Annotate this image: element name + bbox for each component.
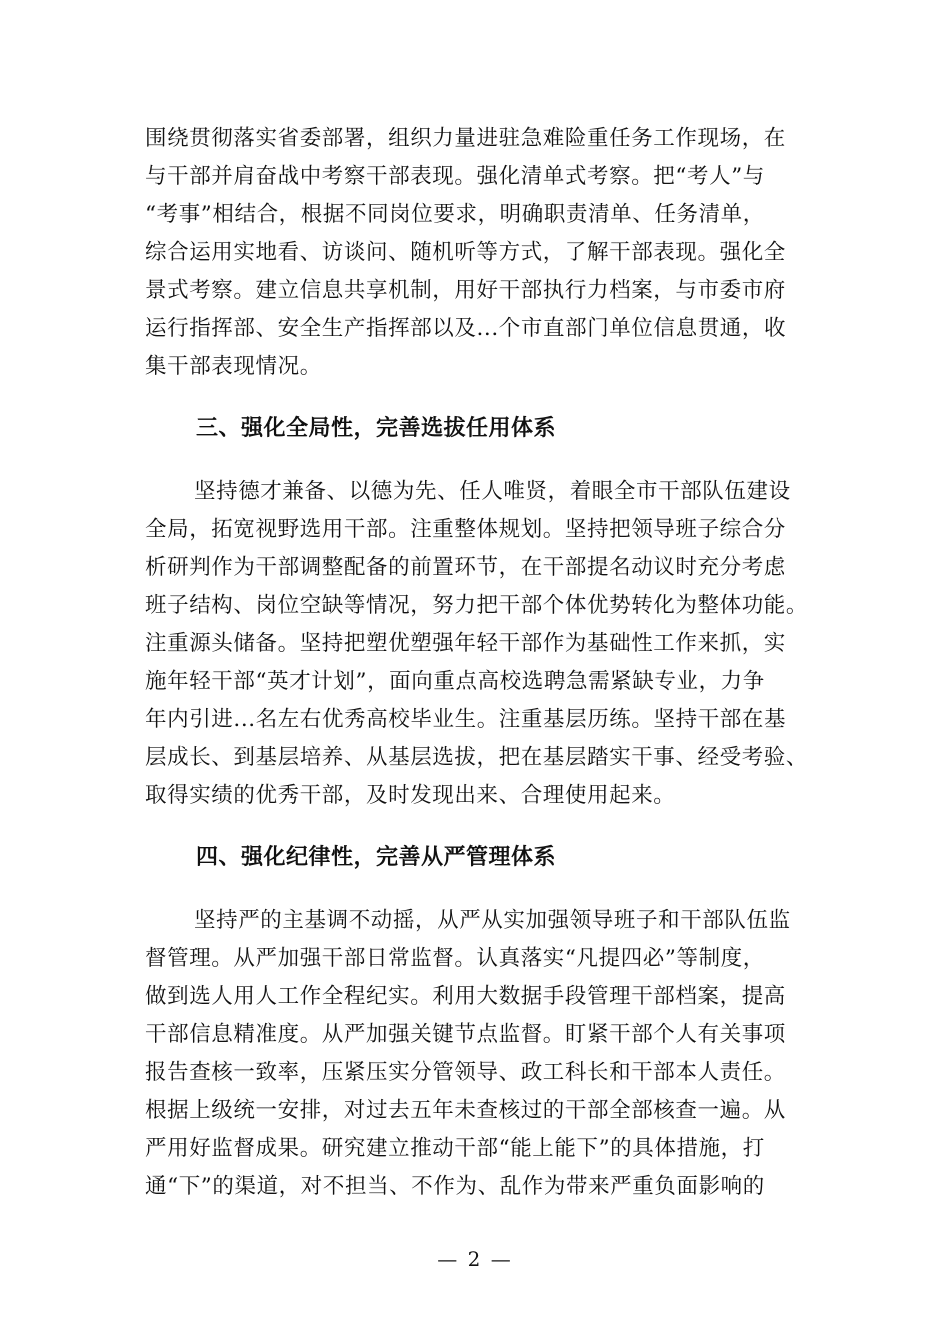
paragraph-line: 围绕贯彻落实省委部署，组织力量进驻急难险重任务工作现场，在: [145, 126, 786, 151]
paragraph-line: 景式考察。建立信息共享机制，用好干部执行力档案，与市委市府: [145, 278, 786, 303]
paragraph-line: 综合运用实地看、访谈问、随机听等方式，了解干部表现。强化全: [145, 240, 786, 265]
paragraph-line: 报告查核一致率，压紧压实分管领导、政工科长和干部本人责任。: [145, 1060, 786, 1085]
paragraph-line: 年内引进...名左右优秀高校毕业生。注重基层历练。坚持干部在基: [145, 707, 787, 732]
paragraph-line: 注重源头储备。坚持把塑优塑强年轻干部作为基础性工作来抓，实: [145, 631, 786, 656]
paragraph-line: “考事”相结合，根据不同岗位要求，明确职责清单、任务清单，: [145, 202, 765, 227]
paragraph-line: 施年轻干部“英才计划”，面向重点高校选聘急需紧缺专业，力争: [145, 669, 765, 694]
paragraph-line: 干部信息精准度。从严加强关键节点监督。盯紧干部个人有关事项: [145, 1022, 786, 1047]
paragraph-line: 坚持德才兼备、以德为先、任人唯贤，着眼全市干部队伍建设: [194, 479, 791, 504]
page-number: — 2 —: [437, 1247, 513, 1271]
paragraph-line: 班子结构、岗位空缺等情况，努力把干部个体优势转化为整体功能。: [145, 593, 809, 618]
paragraph-line: 取得实绩的优秀干部，及时发现出来、合理使用起来。: [145, 783, 676, 808]
paragraph-line: 督管理。从严加强干部日常监督。认真落实“凡提四必”等制度，: [145, 946, 765, 971]
paragraph-line: 严用好监督成果。研究建立推动干部“能上能下”的具体措施，打: [145, 1136, 765, 1161]
paragraph-line: 做到选人用人工作全程纪实。利用大数据手段管理干部档案，提高: [145, 984, 786, 1009]
paragraph-line: 析研判作为干部调整配备的前置环节，在干部提名动议时充分考虑: [145, 555, 786, 580]
paragraph-line: 层成长、到基层培养、从基层选拔，把在基层踏实干事、经受考验、: [145, 745, 809, 770]
paragraph-line: 通“下”的渠道，对不担当、不作为、乱作为带来严重负面影响的: [145, 1174, 765, 1199]
paragraph-line: 全局，拓宽视野选用干部。注重整体规划。坚持把领导班子综合分: [145, 517, 786, 542]
section3-heading: 三、强化全局性，完善选拔任用体系: [196, 416, 557, 441]
paragraph-line: 坚持严的主基调不动摇，从严从实加强领导班子和干部队伍监: [194, 908, 791, 933]
paragraph-line: 运行指挥部、安全生产指挥部以及...个市直部门单位信息贯通，收: [145, 316, 787, 341]
paragraph-line: 与干部并肩奋战中考察干部表现。强化清单式考察。把“考人”与: [145, 164, 765, 189]
paragraph-line: 集干部表现情况。: [145, 354, 322, 379]
paragraph-line: 根据上级统一安排，对过去五年未查核过的干部全部核查一遍。从: [145, 1098, 786, 1123]
section4-heading: 四、强化纪律性，完善从严管理体系: [196, 845, 557, 870]
